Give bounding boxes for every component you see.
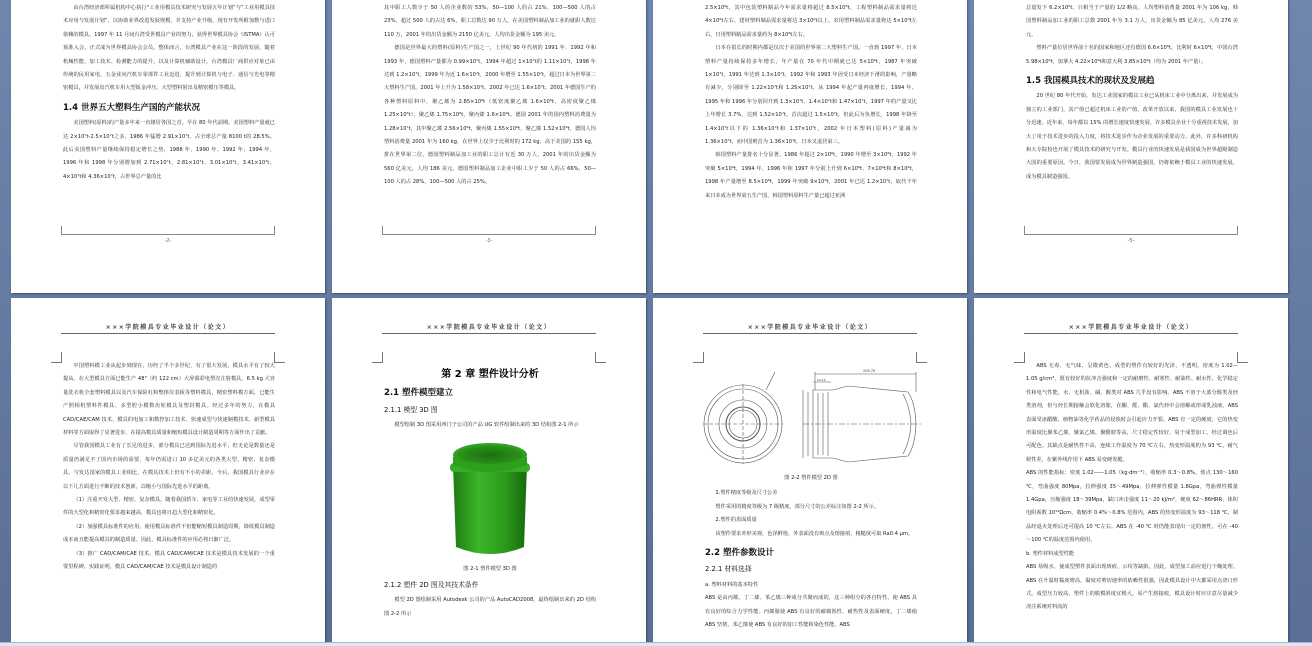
crop-mark-left [372, 352, 383, 363]
paragraph: （2）加强模具标准件的应用。使用模具标准件不但能缩短模具制造周期，降低模具制造成本而且能提高模具的制造质量。因此，模具标准件的应用必将日渐广泛。 [63, 523, 275, 544]
paragraph: 塑料产量位居世界前十名的国家和地区还有德国 6.6×10⁶t，比利时 6×10⁶t，中国台湾 5.98×10⁶t，加拿大 4.22×10⁶t和意大利 3.85×10⁶t（均为 2001 年产量）。 [1026, 45, 1238, 65]
page-4[interactable] [653, 0, 967, 293]
paragraph: 模型绘制 3D 图采用西门子公司的产品 UG 软件绘制出来的 3D 结构图 2-1 所示 [394, 422, 579, 429]
page-body [63, 360, 275, 575]
dim-length: 209.70 [863, 369, 876, 373]
paragraph: 20 世纪 80 年代开始，发达工业国家的模具工业已从机床工业中分离出来，并发展成为独立的工业部门，其产值已超过机床工业的产值。改革开放以来，我国的模具工业发展也十分迅速。近年来，每年都以 15% 的增长速度快速发展。许多模具企业十分重视技术发展，加大了用于技术进步的投入力度，将技术进步作为企业发展的重要动力。此外，许多科研机构和大专院校也开展了模具技术的研究与开发。模具行业的快速发展是我国成为世界超级制造大国的重要原因。今日，我国要发展成为世界制造强国，仍将依赖于模具工业的快速发展，成为模具制造强国。 [1026, 93, 1238, 180]
running-header: ×××学院模具专业毕业设计（论文） [426, 324, 552, 331]
crop-mark-right [595, 352, 606, 363]
page-6[interactable] [11, 298, 325, 646]
section-heading-1-4: 1.4 世界五大塑料生产国的产能状况 [63, 102, 201, 113]
crop-mark-right [1237, 352, 1248, 363]
list-item-title: 2.塑件的表面质量 [715, 517, 757, 524]
list-item-title: 1.塑件精度等级及尺寸公差 [715, 490, 778, 497]
page-footer-marker [1024, 226, 1238, 235]
paragraph: ABS 无毒、无气味，呈微黄色，成型的塑件有较好的光泽，不透明，密度为 1.02—1.05 g/cm³，既有较好的抗冲击强度和一定的耐磨性、耐寒性、耐油性、耐水性、化学稳定性和电气性能，水、无机盐、碱、酸类对 ABS 几乎没有影响。ABS 不溶于大部分醇类及烃类溶剂，但与烃长期接触会软化溶胀，在酮、醛、酯、氯代烃中会溶解或形成乳浊液。ABS 表面受冰醋酸、植物油等化学药品的侵蚀时会引起应力开裂。ABS 有一定的硬度，它的热变形温度比聚苯乙烯、聚氯乙烯、聚酰胺等高，尺寸稳定性较好，易于成型加工，经过调色后可配色。其缺点是耐热性不高，连续工作温度为 70 ℃左右，热变形温度约为 93 ℃，耐气候性差，在紫外线作用下 ABS 易变硬发脆。 [1026, 363, 1238, 463]
header-rule [382, 333, 596, 334]
page-number: -3- [485, 238, 493, 244]
paragraph: 该塑件要求外形美观，色泽鲜艳，外表面没有斑点及熔接痕，粗糙度可取 Ra0.4 μm。 [715, 530, 914, 537]
dim-small: 12.14 [817, 378, 826, 382]
section-heading-1-5: 1.5 我国模具技术的现状及发展趋 [1026, 76, 1155, 87]
paragraph: （1）注重开发大型、精密、复杂模具。随着我国轿车、家电等工业的快速发展，成型零件的大型化和精密化要求越来越高，模具也将日趋大型化和精密化。 [63, 497, 275, 517]
header-rule [61, 333, 275, 334]
paragraph: 韩国塑料产量排名十分显著。1986 年超过 2×10⁶t，1990 年增至 3×10⁶t，1992 年突破 5×10⁶t，1994 年、1996 年和 1997 年分别上升到 6×10⁶t、7×10⁶t和 8×10⁶t，1998 年产量增至 8.5×10⁶t，1999 年突破 9×10⁶t，2001 年已达 1.2×10⁷t，取代千年来日本成为世界第五生产国，韩国塑料原料生产量已超过亚洲 [705, 152, 917, 199]
crop-mark-left [1014, 352, 1025, 363]
figure-caption: 图 2-2 塑件模型 2D 图 [784, 475, 838, 481]
running-header: ×××学院模具专业毕业设计（论文） [747, 324, 873, 331]
page-2[interactable] [11, 0, 325, 293]
page-body [1026, 2, 1238, 184]
section-heading-2-2: 2.2 塑件参数设计 [705, 548, 775, 559]
page-body [63, 2, 275, 184]
header-rule [703, 333, 917, 334]
page-5[interactable] [974, 0, 1288, 293]
page-footer-marker [382, 226, 596, 235]
page-body [705, 470, 917, 632]
header-rule [1024, 333, 1238, 334]
paragraph: 中国塑料模工业从起步到现在，历经了半个多世纪，有了很大发展，模具水平有了较大提高。在大型模具方面已能生产 48"（约 122 cm）大屏幕彩电塑壳注射模具，6.5 kg 大容量洗衣机全套塑料模具以及汽车保险杠和整体仪表板等塑料模具，精密塑料模方面，已能生产照相机塑料件模具、多型腔小模数齿轮模具及塑封模具。经过多年的努力，在模具 CAD/CAE/CAM 技术、模具的电加工和数控加工技术、快速成型与快速制模技术、新型模具材料等方面取得了显著进步，在提高模具质量和缩短模具设计制造周期等方面作出了贡献。 [63, 363, 275, 437]
page-body [384, 360, 596, 621]
page-number: -2- [164, 238, 172, 244]
paragraph: 美国塑料(原料)的产量多年来一直雄居各国之首。早在 80 年代前期，美国塑料产量就已达 2×10⁷t-2.5×10⁷t之多，1986 年猛增 2.91×10⁷t，占全球总产量 8100 t的 28.5%。此后美国塑料产量继续保持稳定增长之势，1988 年、1990 年、1992 年、1994 年、1996 年和 1998 年分别增加到 2.71×10⁷t、2.81×10⁷t、3.01×10⁷t、3.41×10⁷t、4×10⁷t和 4.36×10⁷t，占世界总产量的比 [63, 120, 275, 180]
paragraph: ABS 易吸水，使成型塑件表面出现斑痕、云纹等缺陷。因此，成型加工前应进行干燥处理。ABS 在升温时黏度增高，黏度对剪切速率的依赖性很强，因此模具设计中大都采用点浇口形式。成型压力较高，塑件上的脱模斜度宜稍大。易产生熔接痕，模具设计时应注意尽量减少浇注系统对料流的 [1026, 564, 1238, 611]
jar-3d-figure [447, 439, 533, 561]
paragraph: 其中职工人数少于 50 人的企业数的 53%，50—100 人的占 21%，100—500 人的占 23%，超过 500 人的占达 6%，职工总数达 90 万人，在美国塑料制品加工业的就职人数达 110 万，2001 年的出货金额为 2150 亿美元，人均出货金额为 195 美元。 [384, 5, 596, 38]
running-header: ×××学院模具专业毕业设计（论文） [105, 324, 231, 331]
paragraph: （3）推广 CAD/CAM/CAE 技术。模具 CAD/CAM/CAE 技术是模具技术发展的一个重要里程碑。实践证明，模具 CAD/CAM/CAE 技术是模具设计制造的 [63, 550, 275, 571]
page-chapter-2[interactable] [332, 298, 646, 646]
paragraph: 塑件采用的精度等级为 7 级精度，部分尺寸的公差标注如图 2-2 所示。 [715, 503, 880, 510]
section-heading-2-2-1: 2.2.1 材料选择 [705, 565, 752, 574]
section-heading-2-1: 2.1 塑件模型建立 [384, 388, 454, 399]
running-header: ×××学院模具专业毕业设计（论文） [1068, 324, 1194, 331]
paragraph: 总量发下 6.2×10⁶t，只相当于产量的 1/2 略高。人均塑料消费量 2001 年为 106 kg，韩国塑料制品加工业的职工总数 2001 年为 3.1 万人，出货金额为 85 亿美元，人均 276 美元。 [1026, 5, 1238, 38]
cad-drawing-figure [703, 362, 923, 472]
section-heading-2-1-2: 2.1.2 塑件 2D 图及其技术条件 [384, 581, 479, 590]
subheading: a. 塑料材料的基本特性 [705, 581, 759, 588]
page-2d-drawing[interactable] [653, 298, 967, 646]
status-bar [0, 642, 1312, 646]
paragraph: 2.5×10⁶t，其中包装塑料制品今年需求量将超过 8.5×10⁶t，工程塑料制品需求量将达 4×10⁶t左右，建材塑料制品需求量将达 3×10⁶t以上，农用塑料制品需求量将达 5×10⁵t左右，日用塑料制品需求量约为 8×10⁶t左右。 [705, 5, 917, 38]
chapter-title: 第 2 章 塑件设计分析 [441, 369, 539, 380]
page-abs-properties[interactable] [974, 298, 1288, 646]
page-footer-marker [61, 226, 275, 235]
figure-caption: 图 2-1 塑件模型 3D 图 [463, 565, 517, 572]
page-body [384, 2, 596, 190]
paragraph: 尽管我国模具工业有了长足的进步，部分模具已达到国际先进水平，但无论是数量还是质量仍满足不了国内市场的需要，每年仍需进口 10 多亿美元的各类大型、精密、复杂模具。与发达国家的模具工业相比，在模具技术上仍有不小的差距。今后，我国模具行业应在以下几方面进行不断的技术创新，以缩小与国际先进水平的距离。 [63, 443, 275, 490]
paragraph: ABS 的性能指标：密度 1.02——1.05（kg·dm⁻³），收缩率 0.3～0.8%，熔点 130～160 ℃，弯曲强度 80Mpa，拉伸强度 35～49Mpa，拉伸弹性模量 1.8Gpa，弯曲弹性模量 1.4Gpa，压缩强度 18～39Mpa，缺口冲击强度 11～20 kJ/m²，硬度 62～86HRR，体积电阻系数 10¹³Ωcm，收缩率 0.4%～0.8% 范围内，ABS 的热变形温度为 93～118 ℃，制品经退火处理后还可提高 10 ℃左右。ABS 在 -40 ℃ 时仍能表现出一定的韧性，可在 -40～100 ℃的温度范围内使用。 [1026, 470, 1238, 544]
page-3[interactable] [332, 0, 646, 293]
crop-mark-left [51, 352, 62, 363]
section-heading-2-1-1: 2.1.1 模型 3D 图 [384, 405, 438, 414]
paragraph: 模型 2D 图绘制采用 Autodesk 公司的产品 AutoCAD2008，最终绘制出来的 2D 结构图 2-2 所示 [384, 597, 596, 617]
paragraph: ABS 是由丙烯、丁二烯、苯乙烯三种成分共聚而成的，这三种组分的各自特性，使 ABS 具有良好的综合力学性能。丙烯腈使 ABS 有良好的耐腐蚀性、耐热性及表面硬度，丁二烯使 ABS 坚韧，苯乙烯使 ABS 有良好的加工性能和染色性能，ABS [705, 595, 917, 629]
paragraph: 德国是世界最大的塑料(原料)生产国之一，上世纪 90 年代初的 1991 年、1992 年和 1993 年，德国塑料产量都为 0.99×10⁷t，1994 年超过 1×10⁷t的 1.11×10⁷t，1998 年达到 1.2×10⁷t，1999 年为近 1.6×10⁷t，2000 年增至 1.55×10⁷t，超过日本为世界第二大塑料生产国。2001 年上升为 1.58×10⁷t，2002 年已达 1.6×10⁷t。2001 年德国生产的各种塑料原料中，聚乙烯为 2.85×10⁶t（低密度聚乙烯 1.6×10⁶t，高密度聚乙烯 1.25×10⁶t），聚乙烯 1.75×10⁶t，聚丙烯 1.6×10⁶t。德国 2001 年的国内塑料消费量为 1.28×10⁷t，其中聚乙烯 2.56×10⁶t，聚丙烯 1.55×10⁶t，聚乙烯 1.52×10⁶t。德国人均塑料消费量 2001 年为 160 kg，在世界上仅少于比利时的 172 kg，高于美国的 155 kg，排在世界第二位。德国塑料制品加工业的职工总计有近 30 万人，2001 年的出货金额为 560 亿美元，人均 186 美元。德国塑料制品加工企业中职工少于 50 人的占 66%，50—100 人的占 28%，100—500 人的占 25%。 [384, 45, 596, 186]
subheading: b. 塑件材料成型性能 [1026, 550, 1075, 557]
page-body [705, 2, 917, 203]
crop-mark-right [274, 352, 285, 363]
paragraph: 日本在很长的时期内都是仅次于美国的世界第二大塑料生产国。一直到 1997 年，日本塑料产量持续保持多年增长，年产量在 70 年代中期就已达 5×10⁶t，1987 年突破 1×10⁷t，1991 年达到 1.3×10⁷t，1992 年和 1993 年因受日本经济下滑的影响，产量略有减少，分别降至 1.22×10⁷t和 1.25×10⁷t。从 1994 年起产量再度增长，1994 年、1995 年和 1996 年分别回升到 1.3×10⁷t、1.4×10⁷t和 1.47×10⁷t，1997 年的产量又比上年增长 3.7%，达到 1.52×10⁷t，首次超过 1.5×10⁷t，但此后为负增长，1998 年降至 1.4×10⁷t以下的 1.36×10⁷t和 1.37×10⁷t，2002 年日本塑料(原料)产量减为 1.36×10⁷t，而中国则首为 1.36×10⁷t，日本又退居第三。 [705, 45, 917, 146]
paragraph: 由台湾经济部所属机构中心执行“工业用模具技术研究与发展五年计划”与“工业用模具技术应用与发展计划”，以协助业界改进发展规模，并支持产业升级。现有开发所附加数与进口依赖的模具。1997 年 11 月间台湾受世模具产业的努力，获得世界模具协会（ISTMA）认可预准入会，正式成为世界模具协会会员。整体而言，台湾模具产业在这一阶段的发展，随着机械性能、加工技术、检测能力的提升，以及计算机辅助设计，台湾模具厂商供应对象已由传统的民用家电、五金业向汽机车零部件工业迈进，提升到计算机与电子、通信与光电等精密模具，并发展出汽机车用大型钣金冲压、大型塑料射出及精密模压等模具。 [63, 5, 275, 92]
page-number: -5- [1127, 238, 1135, 244]
green-jar-image [447, 439, 533, 561]
page-body [1026, 360, 1238, 615]
